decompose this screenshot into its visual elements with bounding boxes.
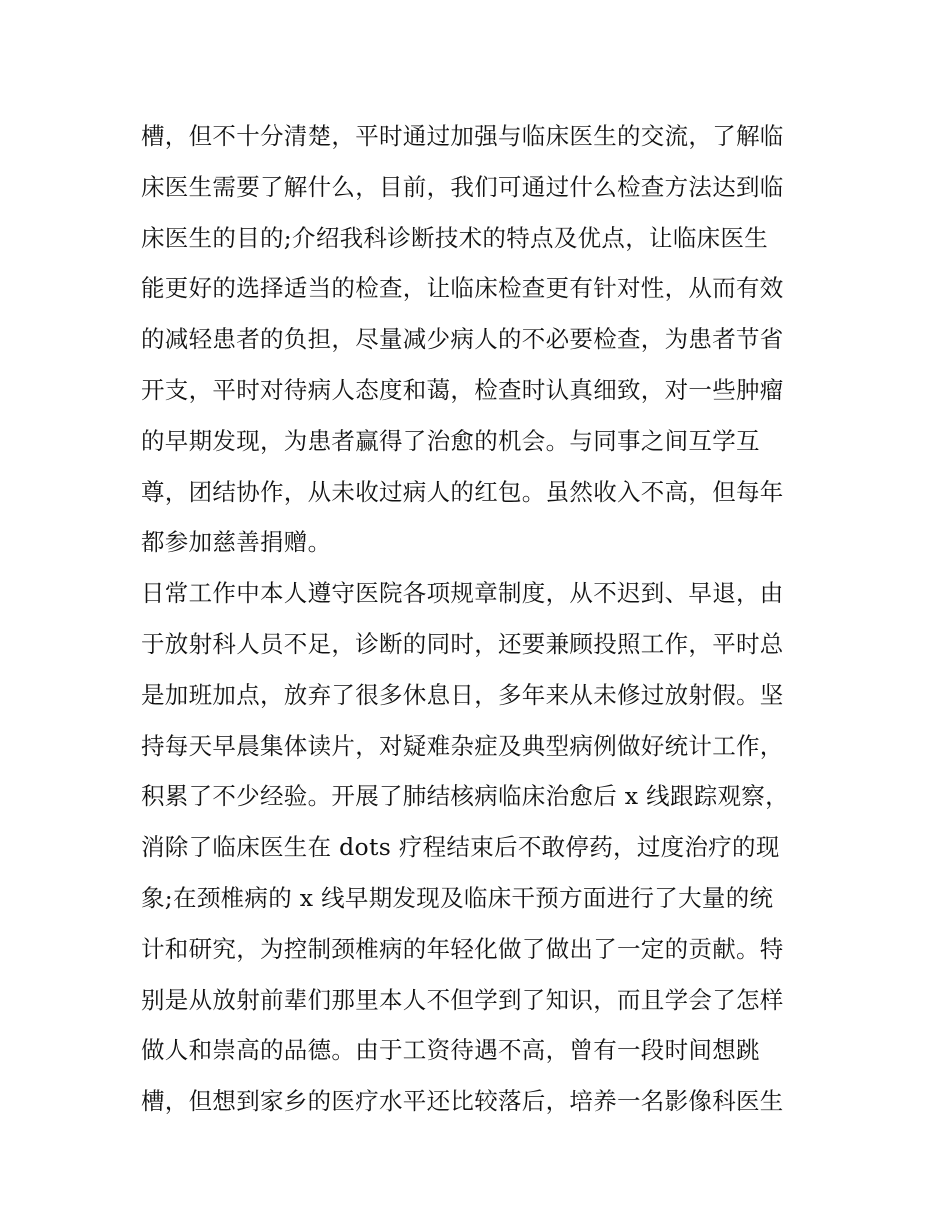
text-line: 日常工作中本人遵守医院各项规章制度，从不迟到、早退，由 [141, 579, 784, 608]
text-line: 床医生需要了解什么，目前，我们可通过什么检查方法达到临 [141, 172, 784, 201]
text-line: 的早期发现，为患者赢得了治愈的机会。与同事之间互学互 [141, 426, 760, 455]
text-line: 别是从放射前辈们那里本人不但学到了知识，而且学会了怎样 [141, 985, 784, 1014]
text-line: 开支，平时对待病人态度和蔼，检查时认真细致，对一些肿瘤 [141, 375, 784, 404]
text-line: 于放射科人员不足，诊断的同时，还要兼顾投照工作，平时总 [141, 629, 784, 658]
text-line: 床医生的目的;介绍我科诊断技术的特点及优点，让临床医生 [141, 223, 769, 252]
text-line: 都参加慈善捐赠。 [141, 528, 332, 557]
text-line: 能更好的选择适当的检查，让临床检查更有针对性，从而有效 [141, 274, 784, 303]
text-line: 象;在颈椎病的 x 线早期发现及临床干预方面进行了大量的统 [141, 883, 774, 912]
text-line: 槽，但想到家乡的医疗水平还比较落后，培养一名影像科医生 [141, 1087, 784, 1116]
text-line: 做人和崇高的品德。由于工资待遇不高，曾有一段时间想跳 [141, 1036, 760, 1065]
text-line: 槽，但不十分清楚，平时通过加强与临床医生的交流，了解临 [141, 122, 784, 150]
body-text [141, 111, 821, 1127]
text-line: 积累了不少经验。开展了肺结核病临床治愈后 x 线跟踪观察， [141, 782, 789, 811]
text-line: 是加班加点，放弃了很多休息日，多年来从未修过放射假。坚 [141, 680, 784, 709]
text-line: 持每天早晨集体读片，对疑难杂症及典型病例做好统计工作， [141, 731, 784, 760]
text-line: 尊，团结协作，从未收过病人的红包。虽然收入不高，但每年 [141, 477, 784, 506]
text-line: 计和研究，为控制颈椎病的年轻化做了做出了一定的贡献。特 [141, 934, 784, 963]
text-line: 的减轻患者的负担，尽量减少病人的不必要检查，为患者节省 [141, 325, 784, 354]
text-line: 消除了临床医生在 dots 疗程结束后不敢停药，过度治疗的现 [141, 833, 780, 862]
